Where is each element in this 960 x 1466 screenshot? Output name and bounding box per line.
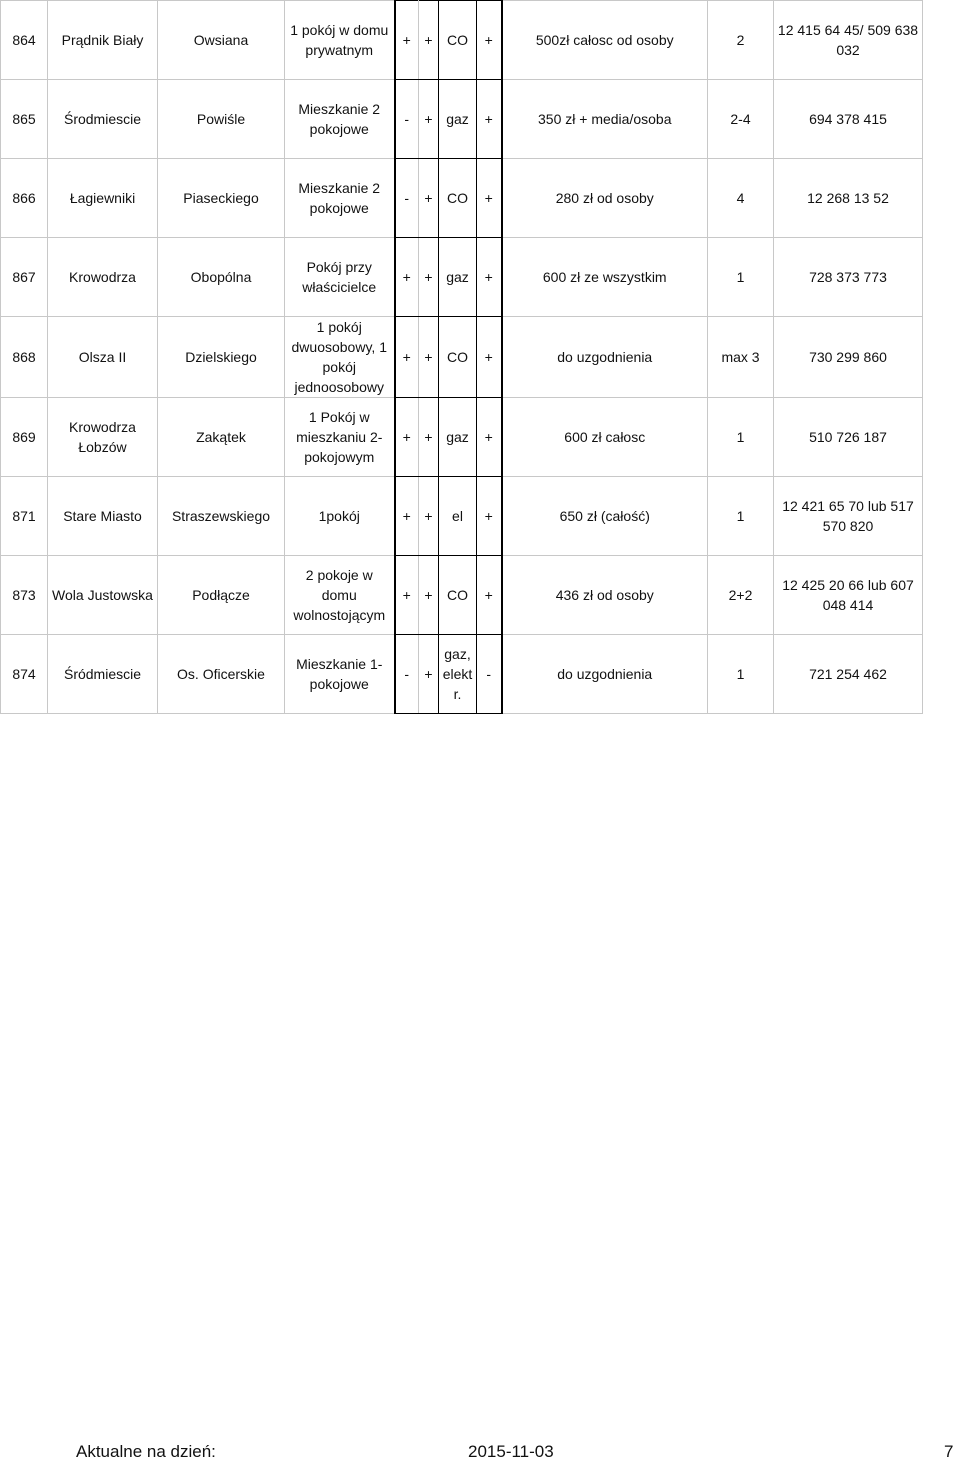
heating-type-cell: gaz — [439, 80, 477, 159]
phone-number-cell: 12 425 20 66 lub 607 048 414 — [774, 556, 923, 635]
price-cell: 600 zł całosc — [502, 398, 708, 477]
marker-2-cell: + — [419, 238, 439, 317]
apartment-type-cell: Pokój przy właścicielce — [285, 238, 395, 317]
listing-id-cell: 866 — [1, 159, 48, 238]
price-cell: 280 zł od osoby — [502, 159, 708, 238]
heating-type-cell: gaz — [439, 238, 477, 317]
marker-3-cell: + — [477, 1, 502, 80]
marker-1-cell: + — [395, 477, 419, 556]
apartment-type-cell: 1 pokój w domu prywatnym — [285, 1, 395, 80]
marker-2-cell: + — [419, 556, 439, 635]
district-cell: Krowodrza — [48, 238, 158, 317]
marker-3-cell: + — [477, 238, 502, 317]
heating-type-cell: CO — [439, 159, 477, 238]
listing-id-cell: 869 — [1, 398, 48, 477]
apartment-type-cell: 2 pokoje w domu wolnostojącym — [285, 556, 395, 635]
district-cell: Łagiewniki — [48, 159, 158, 238]
price-cell: 650 zł (całość) — [502, 477, 708, 556]
listing-id-cell: 871 — [1, 477, 48, 556]
phone-number-cell: 730 299 860 — [774, 317, 923, 398]
table-row — [1, 398, 923, 477]
phone-number-cell: 12 268 13 52 — [774, 159, 923, 238]
marker-2-cell: + — [419, 80, 439, 159]
marker-2-cell: + — [419, 635, 439, 714]
table-row — [1, 635, 923, 714]
phone-number-cell: 694 378 415 — [774, 80, 923, 159]
marker-1-cell: + — [395, 1, 419, 80]
marker-3-cell: + — [477, 477, 502, 556]
street-cell: Os. Oficerskie — [158, 635, 285, 714]
price-cell: do uzgodnienia — [502, 317, 708, 398]
marker-3-cell: + — [477, 80, 502, 159]
marker-1-cell: - — [395, 159, 419, 238]
persons-count-cell: 2 — [708, 1, 774, 80]
phone-number-cell: 728 373 773 — [774, 238, 923, 317]
marker-1-cell: - — [395, 80, 419, 159]
table-row — [1, 238, 923, 317]
heating-type-cell: CO — [439, 1, 477, 80]
street-cell: Dzielskiego — [158, 317, 285, 398]
district-cell: Środmiescie — [48, 80, 158, 159]
marker-2-cell: + — [419, 477, 439, 556]
table-row — [1, 477, 923, 556]
apartment-type-cell: Mieszkanie 1-pokojowe — [285, 635, 395, 714]
persons-count-cell: 4 — [708, 159, 774, 238]
apartment-type-cell: Mieszkanie 2 pokojowe — [285, 159, 395, 238]
street-cell: Podłącze — [158, 556, 285, 635]
street-cell: Zakątek — [158, 398, 285, 477]
persons-count-cell: 2+2 — [708, 556, 774, 635]
persons-count-cell: 1 — [708, 238, 774, 317]
table-body — [1, 1, 923, 714]
persons-count-cell: 1 — [708, 477, 774, 556]
table-row — [1, 317, 923, 398]
phone-number-cell: 721 254 462 — [774, 635, 923, 714]
page-number: 7 — [944, 1442, 954, 1461]
street-cell: Straszewskiego — [158, 477, 285, 556]
listing-id-cell: 865 — [1, 80, 48, 159]
district-cell: Olsza II — [48, 317, 158, 398]
persons-count-cell: 1 — [708, 398, 774, 477]
listing-id-cell: 867 — [1, 238, 48, 317]
price-cell: do uzgodnienia — [502, 635, 708, 714]
listing-id-cell: 873 — [1, 556, 48, 635]
marker-1-cell: - — [395, 635, 419, 714]
street-cell: Obopólna — [158, 238, 285, 317]
district-cell: Stare Miasto — [48, 477, 158, 556]
apartment-type-cell: 1 Pokój w mieszkaniu 2-pokojowym — [285, 398, 395, 477]
district-cell: Wola Justowska — [48, 556, 158, 635]
marker-3-cell: + — [477, 556, 502, 635]
page-footer — [0, 1442, 960, 1466]
price-cell: 350 zł + media/osoba — [502, 80, 708, 159]
district-cell: Krowodrza Łobzów — [48, 398, 158, 477]
marker-3-cell: + — [477, 159, 502, 238]
price-cell: 600 zł ze wszystkim — [502, 238, 708, 317]
marker-1-cell: + — [395, 398, 419, 477]
persons-count-cell: max 3 — [708, 317, 774, 398]
phone-number-cell: 12 415 64 45/ 509 638 032 — [774, 1, 923, 80]
listings-table — [0, 0, 923, 714]
apartment-type-cell: 1pokój — [285, 477, 395, 556]
table-row — [1, 556, 923, 635]
street-cell: Powiśle — [158, 80, 285, 159]
footer-date: 2015-11-03 — [468, 1442, 554, 1461]
persons-count-cell: 1 — [708, 635, 774, 714]
heating-type-cell: el — [439, 477, 477, 556]
listing-id-cell: 864 — [1, 1, 48, 80]
phone-number-cell: 12 421 65 70 lub 517 570 820 — [774, 477, 923, 556]
heating-type-cell: CO — [439, 317, 477, 398]
marker-1-cell: + — [395, 238, 419, 317]
heating-type-cell: CO — [439, 556, 477, 635]
marker-2-cell: + — [419, 159, 439, 238]
table-row — [1, 1, 923, 80]
street-cell: Piaseckiego — [158, 159, 285, 238]
heating-type-cell: gaz, elekt r. — [439, 635, 477, 714]
listing-id-cell: 874 — [1, 635, 48, 714]
marker-3-cell: - — [477, 635, 502, 714]
district-cell: Prądnik Biały — [48, 1, 158, 80]
footer-label: Aktualne na dzień: — [76, 1442, 216, 1461]
marker-1-cell: + — [395, 556, 419, 635]
marker-3-cell: + — [477, 398, 502, 477]
marker-3-cell: + — [477, 317, 502, 398]
price-cell: 500zł całosc od osoby — [502, 1, 708, 80]
street-cell: Owsiana — [158, 1, 285, 80]
listing-id-cell: 868 — [1, 317, 48, 398]
price-cell: 436 zł od osoby — [502, 556, 708, 635]
phone-number-cell: 510 726 187 — [774, 398, 923, 477]
apartment-type-cell: Mieszkanie 2 pokojowe — [285, 80, 395, 159]
persons-count-cell: 2-4 — [708, 80, 774, 159]
marker-2-cell: + — [419, 1, 439, 80]
marker-2-cell: + — [419, 398, 439, 477]
table-row — [1, 159, 923, 238]
district-cell: Śródmiescie — [48, 635, 158, 714]
heating-type-cell: gaz — [439, 398, 477, 477]
apartment-type-cell: 1 pokój dwuosobowy, 1 pokój jednoosobowy — [285, 317, 395, 398]
marker-2-cell: + — [419, 317, 439, 398]
marker-1-cell: + — [395, 317, 419, 398]
table-row — [1, 80, 923, 159]
